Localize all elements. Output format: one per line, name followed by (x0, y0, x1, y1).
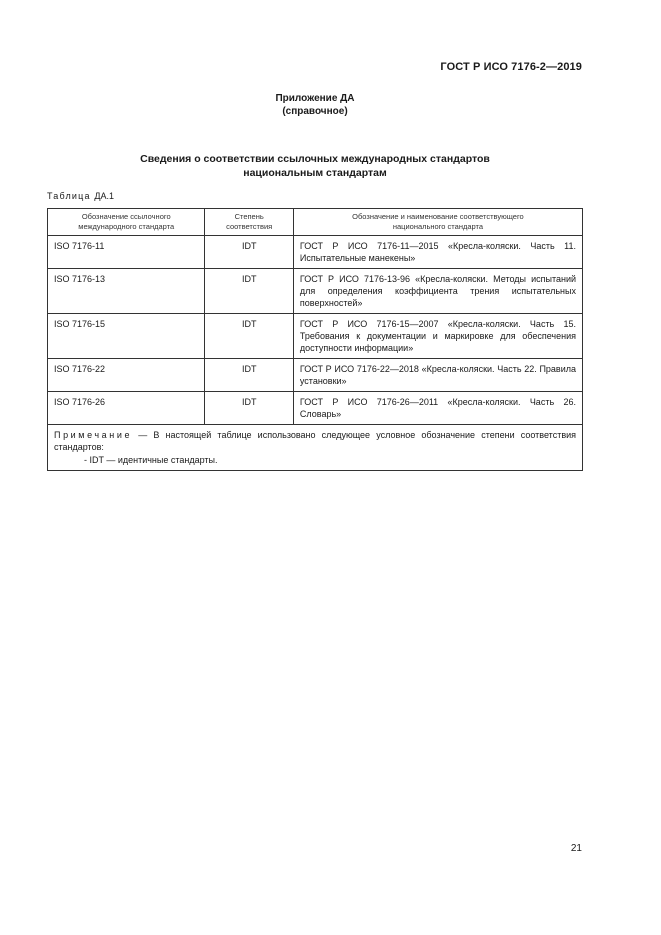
section-title-line2: национальным стандартам (243, 167, 387, 179)
table-note-row (48, 425, 583, 471)
note-label: Примечание (54, 430, 133, 440)
cell-degree: IDT (205, 236, 293, 269)
cell-gost: ГОСТ Р ИСО 7176-26—2011 «Кресла-коляски. Часть 26. Словарь» (293, 392, 582, 425)
annex-subtitle: (справочное) (282, 106, 348, 117)
table-row (48, 236, 583, 269)
cell-iso: ISO 7176-15 (48, 314, 205, 359)
table-row (48, 314, 583, 359)
cell-degree: IDT (205, 359, 293, 392)
cell-iso: ISO 7176-11 (48, 236, 205, 269)
note-text: — В настоящей таблице использовано следующее условное обозначение степени соответствия стандартов: (54, 430, 576, 452)
correspondence-table (47, 208, 583, 471)
cell-degree: IDT (205, 269, 293, 314)
table-caption-label: Таблица (47, 191, 91, 201)
cell-iso: ISO 7176-13 (48, 269, 205, 314)
cell-degree: IDT (205, 314, 293, 359)
table-row (48, 269, 583, 314)
cell-degree: IDT (205, 392, 293, 425)
cell-gost: ГОСТ Р ИСО 7176-11—2015 «Кресла-коляски. Часть 11. Испытательные манекены» (293, 236, 582, 269)
table-header-row (48, 209, 583, 236)
cell-gost: ГОСТ Р ИСО 7176-22—2018 «Кресла-коляски. Часть 22. Правила установки» (293, 359, 582, 392)
section-title-line1: Сведения о соответствии ссылочных международных стандартов (140, 153, 490, 165)
page-number: 21 (570, 843, 582, 854)
document-code: ГОСТ Р ИСО 7176-2—2019 (440, 61, 582, 73)
annex-title: Приложение ДА (275, 93, 355, 104)
cell-iso: ISO 7176-22 (48, 359, 205, 392)
column-header-degree: Степень соответствия (205, 209, 293, 236)
column-header-iso: Обозначение ссылочного международного стандарта (48, 209, 205, 236)
cell-gost: ГОСТ Р ИСО 7176-15—2007 «Кресла-коляски. Часть 15. Требования к документации и маркировке для обеспечения доступности информации» (293, 314, 582, 359)
note-item: - IDT — идентичные стандарты. (84, 455, 218, 465)
table-row (48, 392, 583, 425)
table-row (48, 359, 583, 392)
cell-gost: ГОСТ Р ИСО 7176-13-96 «Кресла-коляски. Методы испытаний для определения коэффициента трения испытательных поверхностей» (293, 269, 582, 314)
table-caption-number: ДА.1 (94, 191, 115, 201)
section-title (0, 152, 630, 180)
table-note (48, 425, 583, 471)
table-caption (47, 191, 114, 201)
cell-iso: ISO 7176-26 (48, 392, 205, 425)
annex-heading (0, 92, 630, 118)
column-header-gost: Обозначение и наименование соответствующего национального стандарта (293, 209, 582, 236)
